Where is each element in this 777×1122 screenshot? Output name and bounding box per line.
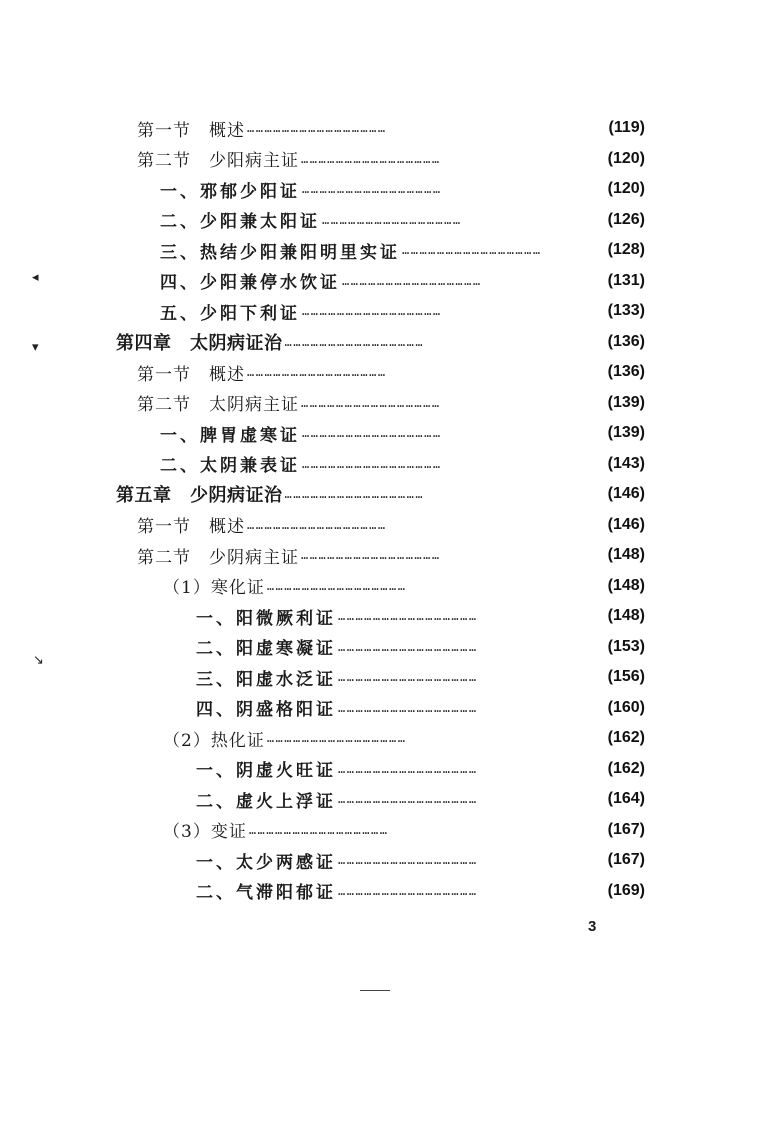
toc-entry-title: 第一节 概述 bbox=[137, 364, 245, 385]
toc-entry bbox=[0, 357, 777, 388]
toc-leader-dots: ………………………………………… bbox=[247, 365, 387, 380]
toc-page-number: (126) bbox=[607, 210, 645, 228]
toc-leader-dots: ………………………………………… bbox=[338, 639, 478, 654]
toc-entry bbox=[0, 449, 777, 480]
toc-entry bbox=[0, 235, 777, 266]
toc-leader-dots: ………………………………………… bbox=[338, 792, 478, 807]
toc-entry bbox=[0, 876, 777, 907]
toc-page-number: (148) bbox=[607, 546, 645, 564]
toc-leader-dots: ………………………………………… bbox=[247, 121, 387, 136]
toc-entry-title: 二、阳虚寒凝证 bbox=[196, 639, 336, 660]
toc-page-number: (148) bbox=[607, 607, 645, 625]
toc-entry-title: 一、阴虚火旺证 bbox=[196, 761, 336, 782]
toc-entry-title: 二、气滞阳郁证 bbox=[196, 883, 336, 904]
toc-leader-dots: ………………………………………… bbox=[402, 243, 542, 258]
toc-leader-dots: ………………………………………… bbox=[284, 334, 425, 349]
toc-entry-title: 一、邪郁少阳证 bbox=[160, 181, 300, 202]
toc-entry-title: 二、虚火上浮证 bbox=[196, 791, 336, 812]
toc-leader-dots: ………………………………………… bbox=[302, 426, 442, 441]
toc-page-number: (169) bbox=[607, 881, 645, 899]
toc-entry-title: （1）寒化证 bbox=[163, 578, 265, 599]
toc-leader-dots: ………………………………………… bbox=[248, 822, 389, 837]
toc-chapter-title: 第五章 少阴病证治 bbox=[116, 485, 283, 506]
toc-entry-title: 三、阳虚水泛证 bbox=[196, 669, 336, 690]
toc-entry bbox=[0, 144, 777, 175]
toc-entry bbox=[0, 113, 777, 144]
toc-leader-dots: ………………………………………… bbox=[284, 487, 425, 502]
margin-arrow-mark: ▾ bbox=[32, 340, 39, 355]
toc-leader-dots: ………………………………………… bbox=[342, 273, 482, 288]
toc-page-number: (119) bbox=[608, 119, 645, 137]
toc-page-number: (139) bbox=[607, 393, 645, 411]
footer-rule bbox=[360, 990, 390, 991]
toc-leader-dots: ………………………………………… bbox=[338, 761, 478, 776]
toc-entry-title: 第二节 太阴病主证 bbox=[137, 395, 299, 416]
toc-entry-title: 二、少阳兼太阳证 bbox=[160, 212, 320, 233]
toc-page-number: (120) bbox=[607, 180, 645, 198]
toc-page-number: (136) bbox=[607, 332, 645, 350]
toc-leader-dots: ………………………………………… bbox=[247, 517, 387, 532]
toc-page-number: (148) bbox=[607, 576, 645, 594]
toc-chapter bbox=[0, 479, 777, 510]
toc-page-number: (162) bbox=[607, 759, 645, 777]
toc-chapter-title: 第四章 太阴病证治 bbox=[116, 332, 283, 353]
toc-page-number: (167) bbox=[607, 851, 645, 869]
toc-entry bbox=[0, 632, 777, 663]
toc-page-number: (153) bbox=[607, 637, 645, 655]
toc-page-number: (143) bbox=[607, 454, 645, 472]
toc-page-number: (133) bbox=[607, 302, 645, 320]
toc-entry bbox=[0, 662, 777, 693]
toc-entry bbox=[0, 540, 777, 571]
table-of-contents bbox=[0, 113, 777, 906]
toc-entry-title: 第二节 少阴病主证 bbox=[137, 547, 299, 568]
toc-chapter bbox=[0, 327, 777, 358]
toc-entry bbox=[0, 723, 777, 754]
toc-leader-dots: ………………………………………… bbox=[338, 853, 478, 868]
toc-entry-title: （2）热化证 bbox=[163, 730, 265, 751]
toc-leader-dots: ………………………………………… bbox=[338, 700, 478, 715]
toc-page-number: (156) bbox=[607, 668, 645, 686]
toc-page-number: (164) bbox=[607, 790, 645, 808]
toc-entry bbox=[0, 174, 777, 205]
toc-entry-title: 一、太少两感证 bbox=[196, 852, 336, 873]
toc-entry-title: 四、少阳兼停水饮证 bbox=[160, 273, 340, 294]
toc-page-number: (139) bbox=[607, 424, 645, 442]
toc-leader-dots: ………………………………………… bbox=[302, 456, 442, 471]
toc-page-number: (136) bbox=[607, 363, 645, 381]
toc-page-number: (167) bbox=[607, 820, 645, 838]
toc-page-number: (131) bbox=[607, 271, 645, 289]
toc-entry-title: （3）变证 bbox=[163, 822, 247, 843]
toc-leader-dots: ………………………………………… bbox=[266, 578, 407, 593]
toc-entry bbox=[0, 418, 777, 449]
toc-entry-title: 第一节 概述 bbox=[137, 517, 245, 538]
toc-entry bbox=[0, 693, 777, 724]
toc-entry-title: 二、太阴兼表证 bbox=[160, 456, 300, 477]
toc-leader-dots: ………………………………………… bbox=[301, 548, 441, 563]
toc-entry bbox=[0, 845, 777, 876]
toc-entry bbox=[0, 571, 777, 602]
toc-entry bbox=[0, 388, 777, 419]
toc-entry bbox=[0, 510, 777, 541]
toc-page-number: (128) bbox=[607, 241, 645, 259]
page-number: 3 bbox=[588, 918, 597, 935]
toc-entry-title: 四、阴盛格阳证 bbox=[196, 700, 336, 721]
toc-page-number: (120) bbox=[607, 149, 645, 167]
toc-leader-dots: ………………………………………… bbox=[302, 304, 442, 319]
toc-entry-title: 三、热结少阳兼阳明里实证 bbox=[160, 242, 400, 263]
margin-arrow-mark: ◂ bbox=[32, 270, 39, 285]
toc-page-number: (160) bbox=[607, 698, 645, 716]
toc-entry-title: 一、阳微厥利证 bbox=[196, 608, 336, 629]
toc-page-number: (146) bbox=[607, 485, 645, 503]
toc-entry-title: 一、脾胃虚寒证 bbox=[160, 425, 300, 446]
toc-leader-dots: ………………………………………… bbox=[301, 395, 441, 410]
toc-entry bbox=[0, 784, 777, 815]
margin-arrow-mark: ↘ bbox=[33, 653, 44, 668]
toc-entry bbox=[0, 296, 777, 327]
toc-entry bbox=[0, 754, 777, 785]
toc-leader-dots: ………………………………………… bbox=[301, 151, 441, 166]
toc-page-number: (162) bbox=[607, 729, 645, 747]
toc-entry bbox=[0, 266, 777, 297]
toc-entry bbox=[0, 601, 777, 632]
toc-page-number: (146) bbox=[607, 515, 645, 533]
toc-leader-dots: ………………………………………… bbox=[338, 609, 478, 624]
toc-entry-title: 五、少阳下利证 bbox=[160, 303, 300, 324]
toc-leader-dots: ………………………………………… bbox=[322, 212, 462, 227]
toc-leader-dots: ………………………………………… bbox=[302, 182, 442, 197]
toc-entry-title: 第二节 少阳病主证 bbox=[137, 151, 299, 172]
toc-leader-dots: ………………………………………… bbox=[338, 670, 478, 685]
toc-entry bbox=[0, 205, 777, 236]
toc-leader-dots: ………………………………………… bbox=[338, 883, 478, 898]
toc-entry-title: 第一节 概述 bbox=[137, 120, 245, 141]
toc-entry bbox=[0, 815, 777, 846]
toc-leader-dots: ………………………………………… bbox=[266, 731, 407, 746]
